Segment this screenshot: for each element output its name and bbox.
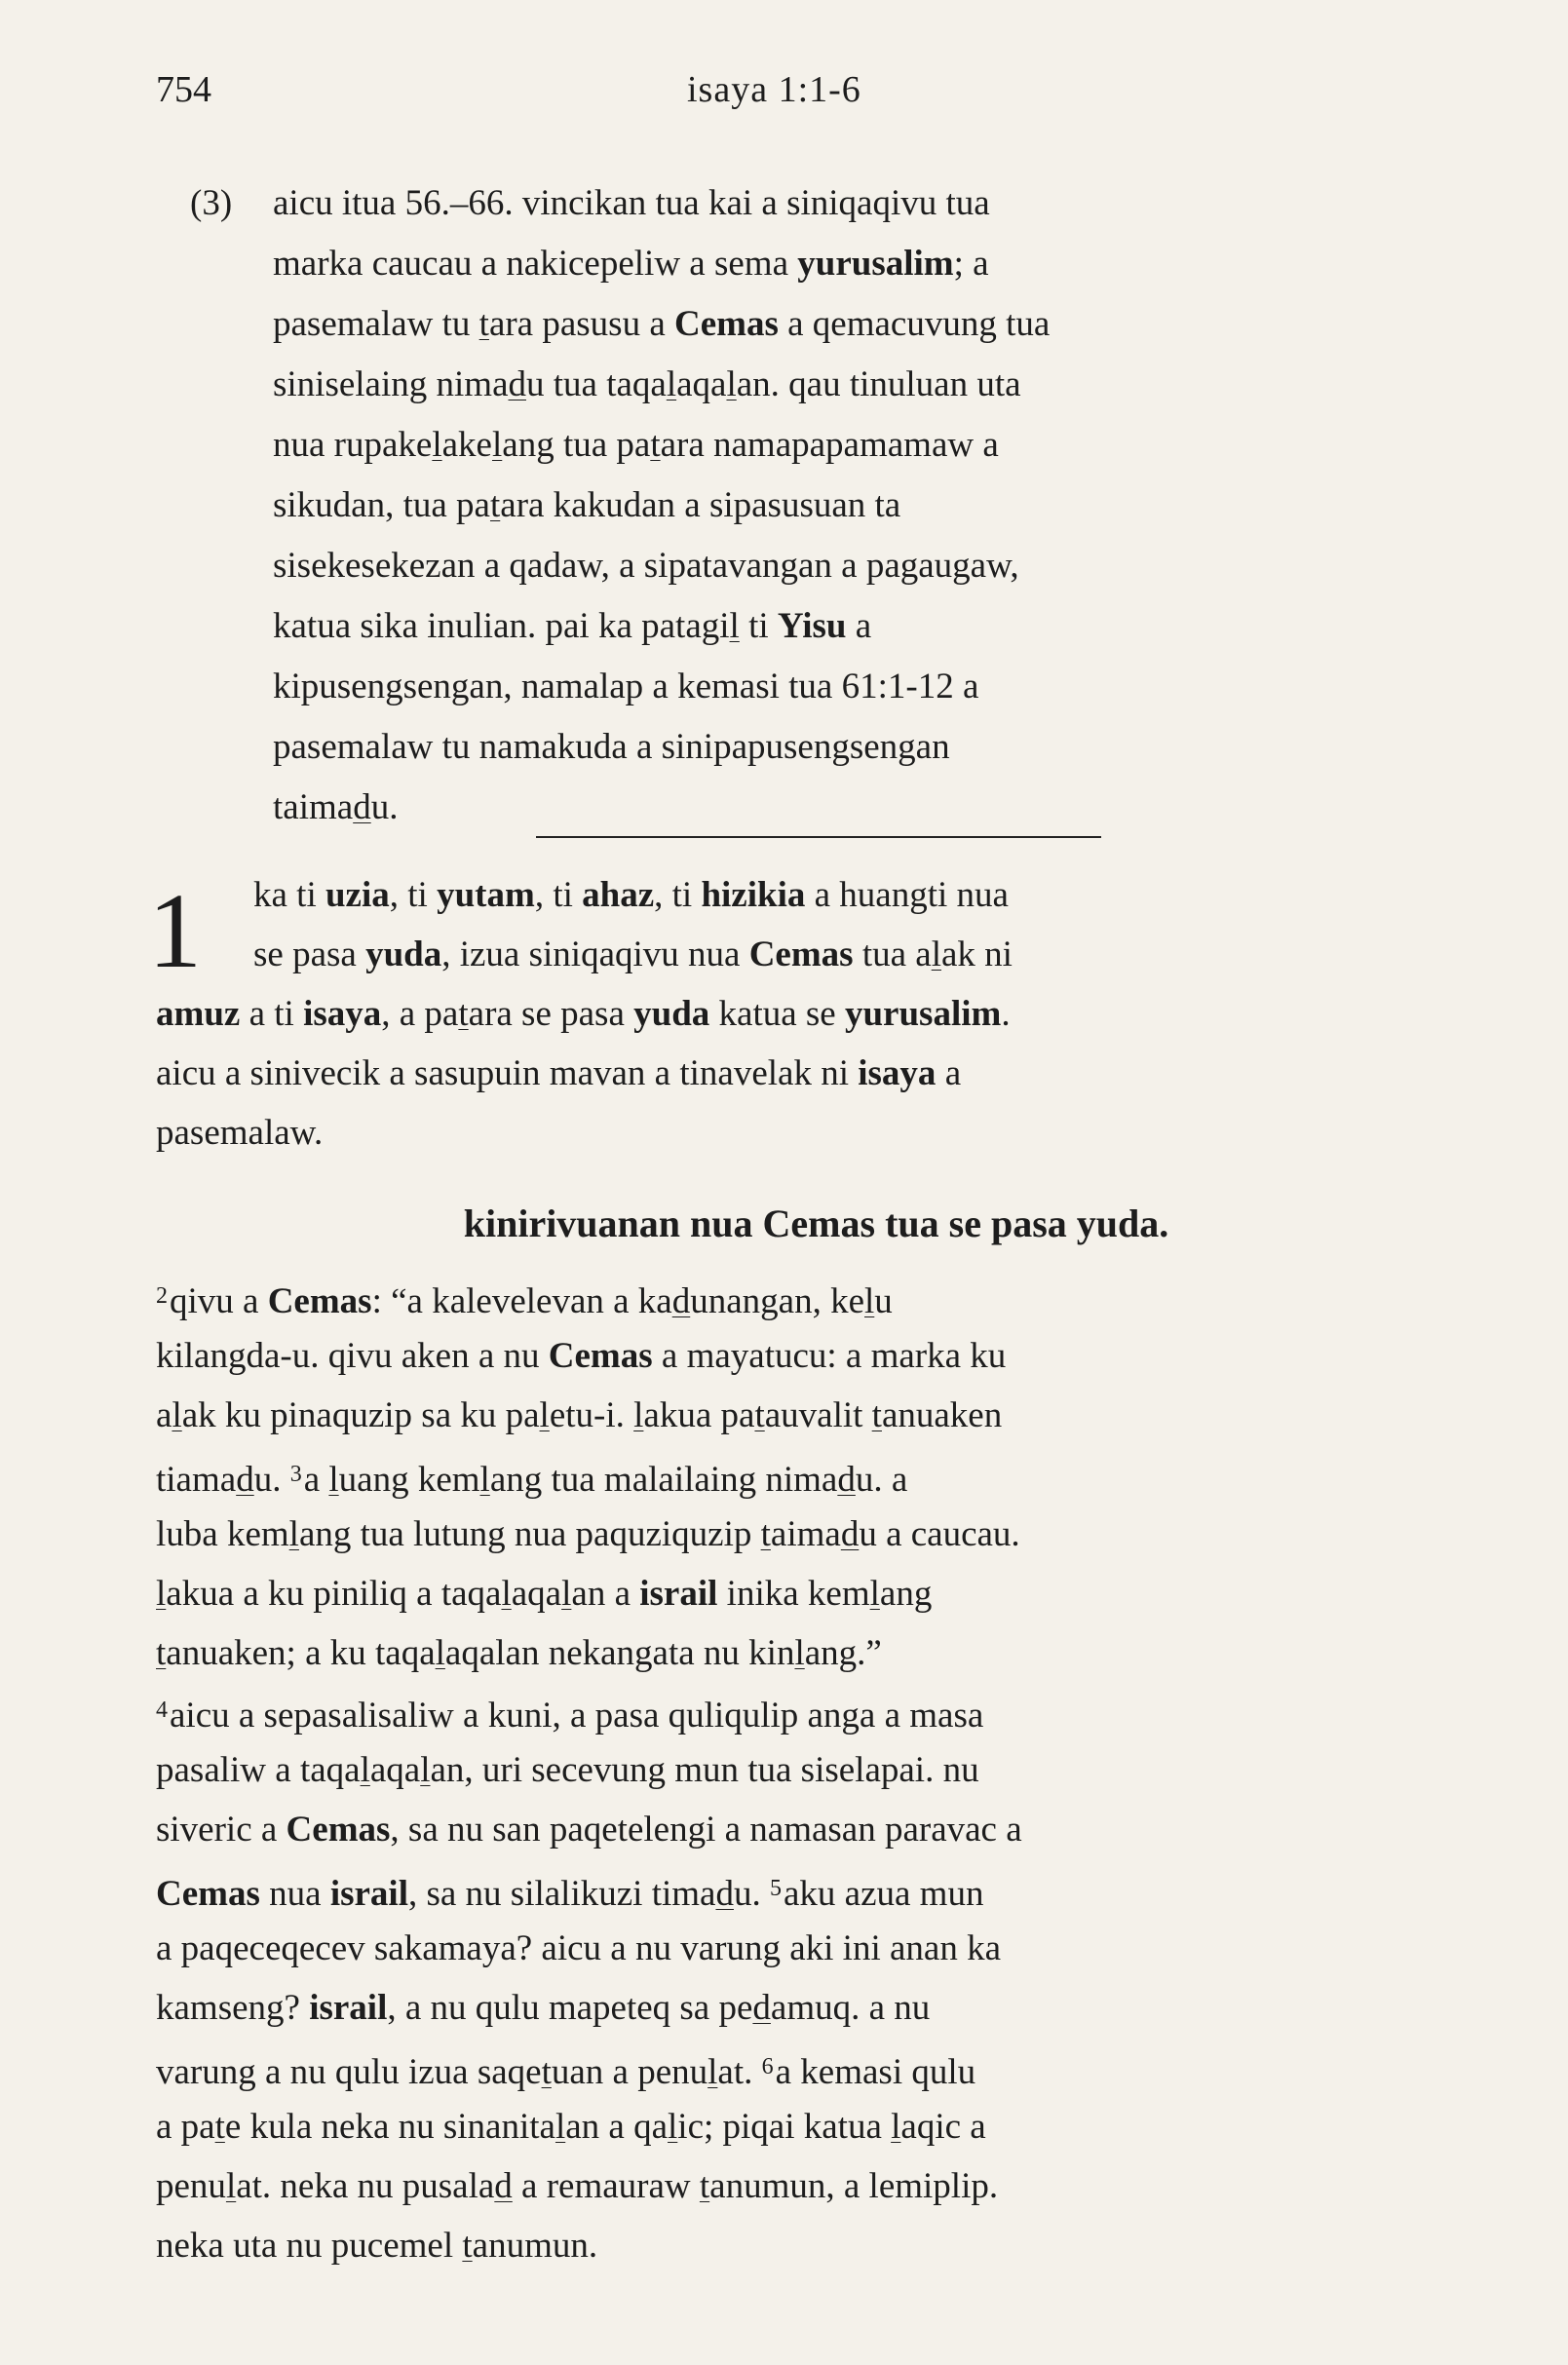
text-line: aicu a sinivecik a sasupuin mavan a tinavelak ni isaya a	[156, 1053, 962, 1093]
intro-line: sikudan, tua patara kakudan a sipasusuan ta	[273, 485, 901, 525]
intro-line: pasemalaw tu namakuda a sinipapusengsengan	[273, 727, 950, 767]
text-line: a paqeceqecev sakamaya? aicu a nu varung aki ini anan ka	[156, 1928, 1001, 1968]
text-line: kamseng? israil, a nu qulu mapeteq sa pedamuq. a nu	[156, 1988, 931, 2028]
text-line: $^4$aicu a sepasalisaliw a kuni, a pasa quliqulip anga a masa	[156, 1696, 984, 1736]
chapter-paragraph-1	[156, 865, 1476, 1163]
text-line: se pasa yuda, izua siniqaqivu nua Cemas tua alak ni	[253, 935, 1013, 974]
verse-number: 2	[156, 1283, 168, 1309]
page-header	[156, 68, 1462, 127]
text-line: lakua a ku piniliq a taqalaqalan a israil inika kemlang	[156, 1574, 933, 1614]
text-line: pasemalaw.	[156, 1113, 324, 1153]
chapter-number: 1	[148, 871, 202, 990]
text-line: pasaliw a taqalaqalan, uri secevung mun tua siselapai. nu	[156, 1750, 979, 1790]
note-marker: (3)	[190, 183, 233, 223]
introduction-note	[190, 173, 1476, 838]
verse-number: 3	[289, 1462, 302, 1487]
paragraph-verse-4	[156, 1681, 1476, 2275]
verse-number: 5	[769, 1876, 782, 1901]
text-line: neka uta nu pucemel tanumun.	[156, 2226, 598, 2266]
intro-line: marka caucau a nakicepeliw a sema yurusalim; a	[273, 244, 989, 284]
text-line: luba kemlang tua lutung nua paquziquzip taimadu a caucau.	[156, 1514, 1020, 1554]
text-line: tanuaken; a ku taqalaqalan nekangata nu kinlang.”	[156, 1633, 882, 1673]
intro-line: kipusengsengan, namalap a kemasi tua 61:1-12 a	[273, 667, 979, 706]
text-line: ka ti uzia, ti yutam, ti ahaz, ti hizikia a huangti nua	[253, 875, 1009, 915]
text-line: siveric a Cemas, sa nu san paqetelengi a namasan paravac a	[156, 1810, 1022, 1850]
intro-line: aicu itua 56.–66. vincikan tua kai a siniqaqivu tua	[273, 183, 990, 223]
intro-line: katua sika inulian. pai ka patagil ti Yisu a	[273, 606, 872, 646]
verse-number: 4	[156, 1697, 168, 1723]
section-heading: kinirivuanan nua Cemas tua se pasa yuda.	[463, 1202, 1169, 1245]
text-line: $^2$qivu a Cemas: “a kalevelevan a kadunangan, kelu	[156, 1281, 893, 1321]
text-line: penulat. neka nu pusalad a remauraw tanumun, a lemiplip.	[156, 2166, 999, 2206]
text-line: kilangda-u. qivu aken a nu Cemas a mayatucu: a marka ku	[156, 1336, 1007, 1376]
paragraph-verse-2	[156, 1267, 1476, 1683]
section-divider	[536, 836, 1101, 838]
text-line: amuz a ti isaya, a patara se pasa yuda katua se yurusalim.	[156, 994, 1011, 1034]
text-line: tiamadu. $^3$a luang kemlang tua malailaing nimadu. a	[156, 1460, 908, 1500]
intro-line: sisekesekezan a qadaw, a sipatavangan a pagaugaw,	[273, 546, 1019, 586]
intro-line: nua rupakelakelang tua patara namapapamamaw a	[273, 425, 999, 465]
text-line: Cemas nua israil, sa nu silalikuzi timadu. $^5$aku azua mun	[156, 1874, 984, 1914]
intro-line: pasemalaw tu tara pasusu a Cemas a qemacuvung tua	[273, 304, 1051, 344]
running-head: isaya 1:1-6	[687, 69, 861, 110]
text-line: alak ku pinaquzip sa ku paletu-i. lakua patauvalit tanuaken	[156, 1395, 1003, 1435]
page-number: 754	[156, 69, 211, 110]
text-line: a pate kula neka nu sinanitalan a qalic; piqai katua laqic a	[156, 2107, 986, 2147]
intro-line: siniselaing nimadu tua taqalaqalan. qau tinuluan uta	[273, 364, 1021, 404]
text-line: varung a nu qulu izua saqetuan a penulat. $^6$a kemasi qulu	[156, 2052, 976, 2092]
verse-number: 6	[761, 2054, 774, 2079]
intro-line: taimadu.	[273, 787, 399, 827]
